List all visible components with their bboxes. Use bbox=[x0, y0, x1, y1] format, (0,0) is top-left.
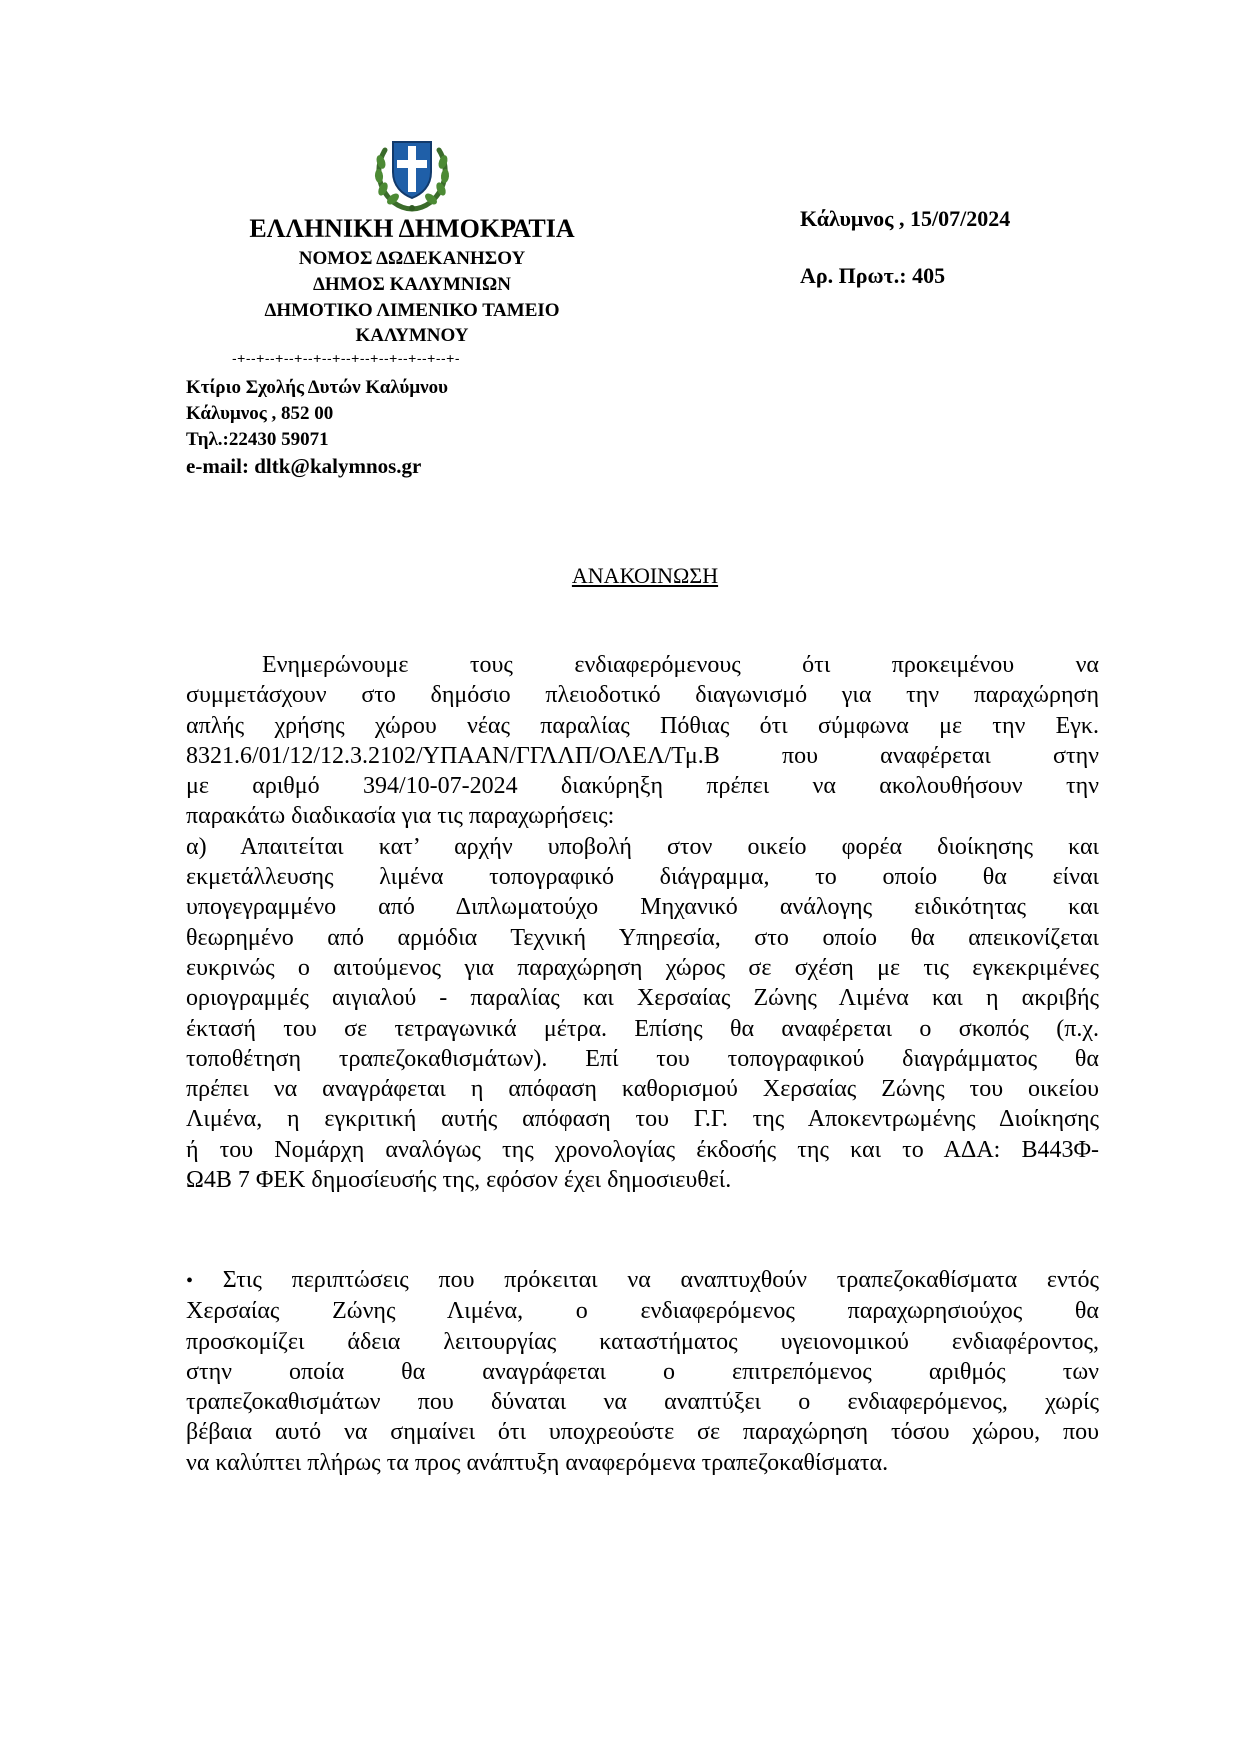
paragraph-line: να καλύπτει πλήρως τα προς ανάπτυξη αναφερόμενα τραπεζοκαθίσματα. bbox=[186, 1449, 889, 1476]
header-line-municipality: ΔΗΜΟΣ ΚΑΛΥΜΝΙΩΝ bbox=[313, 274, 511, 295]
paragraph-line: πρέπει να αναγράφεται η απόφαση καθορισμού Χερσαίας Ζώνης του οικείου bbox=[186, 1076, 1099, 1103]
contact-phone: Τηλ.:22430 59071 bbox=[186, 429, 329, 450]
date-line: Κάλυμνος , 15/07/2024 bbox=[800, 206, 1011, 231]
paragraph-line: παρακάτω διαδικασία για τις παραχωρήσεις: bbox=[186, 803, 615, 830]
header-line-port-fund: ΔΗΜΟΤΙΚΟ ΛΙΜΕΝΙΚΟ ΤΑΜΕΙΟ bbox=[264, 300, 560, 321]
paragraph-line: ευκρινώς ο αιτούμενος για παραχώρηση χώρος σε σχέση με τις εγκεκριμένες bbox=[186, 954, 1099, 981]
paragraph-line: τραπεζοκαθισμάτων που δύναται να αναπτύξει ο ενδιαφερόμενος, χωρίς bbox=[186, 1389, 1099, 1416]
greek-coat-of-arms-icon bbox=[371, 132, 453, 212]
paragraph-line: Λιμένα, η εγκριτική αυτής απόφαση του Γ.Γ. της Αποκεντρωμένης Διοίκησης bbox=[186, 1106, 1099, 1133]
paragraph-line: τοποθέτηση τραπεζοκαθισμάτων). Επί του τοπογραφικού διαγράμματος θα bbox=[186, 1045, 1099, 1072]
paragraph-line: βέβαια αυτό να σημαίνει ότι υποχρεούστε σε παραχώρηση τόσου χώρου, που bbox=[186, 1419, 1099, 1446]
paragraph-line: με αριθμό 394/10-07-2024 διακύρηξη πρέπει να ακολουθήσουν την bbox=[186, 773, 1099, 800]
paragraph-line: 8321.6/01/12/12.3.2102/ΥΠΑΑΝ/ΓΓΛΛΠ/ΟΛΕΛ/Τμ.Β που αναφέρεται στην bbox=[186, 742, 1099, 769]
paragraph-line: Χερσαίας Ζώνης Λιμένα, ο ενδιαφερόμενος παραχωρησιούχος θα bbox=[186, 1298, 1099, 1325]
announcement-bullet-paragraph bbox=[186, 1265, 1099, 1478]
header-line-prefecture: ΝΟΜΟΣ ΔΩΔΕΚΑΝΗΣΟΥ bbox=[298, 248, 526, 269]
header-line-kalymnos: ΚΑΛΥΜΝΟΥ bbox=[355, 325, 469, 346]
contact-email: e-mail: dltk@kalymnos.gr bbox=[186, 454, 422, 478]
bullet-icon: • bbox=[186, 1270, 194, 1292]
paragraph-line: Ενημερώνουμε τους ενδιαφερόμενους ότι προκειμένου να bbox=[262, 652, 1099, 678]
paragraph-line: ή του Νομάρχη αναλόγως της χρονολογίας έκδοσής της και το ΑΔΑ: Β443Φ- bbox=[186, 1136, 1099, 1163]
paragraph-line: έκτασή του σε τετραγωνικά μέτρα. Επίσης θα αναφέρεται ο σκοπός (π.χ. bbox=[186, 1015, 1099, 1042]
paragraph-line: υπογεγραμμένο από Διπλωματούχο Μηχανικό ανάλογης ειδικότητας και bbox=[186, 894, 1099, 921]
contact-city: Κάλυμνος , 852 00 bbox=[186, 403, 334, 424]
announcement-paragraph-1 bbox=[186, 650, 1099, 1195]
header-title: ΕΛΛΗΝΙΚΗ ΔΗΜΟΚΡΑΤΙΑ bbox=[249, 214, 575, 243]
paragraph-line: οριογραμμές αιγιαλού - παραλίας και Χερσαίας Ζώνης Λιμένα και η ακριβής bbox=[186, 985, 1099, 1012]
paragraph-line: θεωρημένο από αρμόδια Τεχνική Υπηρεσία, στο οποίο θα απεικονίζεται bbox=[186, 924, 1099, 951]
paragraph-line: στην οποία θα αναγράφεται ο επιτρεπόμενος αριθμός των bbox=[186, 1358, 1099, 1385]
header-separator: -+--+--+--+--+--+--+--+--+--+--+--+- bbox=[232, 350, 460, 366]
paragraph-line: εκμετάλλευσης λιμένα τοπογραφικό διάγραμμα, το οποίο θα είναι bbox=[186, 864, 1099, 891]
paragraph-line: α) Απαιτείται κατ’ αρχήν υποβολή στον οικείο φορέα διοίκησης και bbox=[186, 833, 1099, 860]
paragraph-line: συμμετάσχουν στο δημόσιο πλειοδοτικό διαγωνισμό για την παραχώρηση bbox=[186, 682, 1099, 709]
paragraph-line: προσκομίζει άδεια λειτουργίας καταστήματος υγειονομικού ενδιαφέροντος, bbox=[186, 1328, 1099, 1355]
announcement-title: ΑΝΑΚΟΙΝΩΣΗ bbox=[571, 563, 719, 588]
paragraph-line: απλής χρήσης χώρου νέας παραλίας Πόθιας ότι σύμφωνα με την Εγκ. bbox=[186, 712, 1099, 739]
contact-address: Κτίριο Σχολής Δυτών Καλύμνου bbox=[186, 377, 448, 398]
paragraph-line: Ω4Β 7 ΦΕΚ δημοσίευσής της, εφόσον έχει δημοσιευθεί. bbox=[186, 1167, 732, 1194]
paragraph-line bbox=[186, 1265, 1099, 1296]
bullet-first-line: Στις περιπτώσεις που πρόκειται να αναπτυχθούν τραπεζοκαθίσματα εντός bbox=[222, 1267, 1099, 1293]
protocol-number: Αρ. Πρωτ.: 405 bbox=[800, 263, 946, 288]
